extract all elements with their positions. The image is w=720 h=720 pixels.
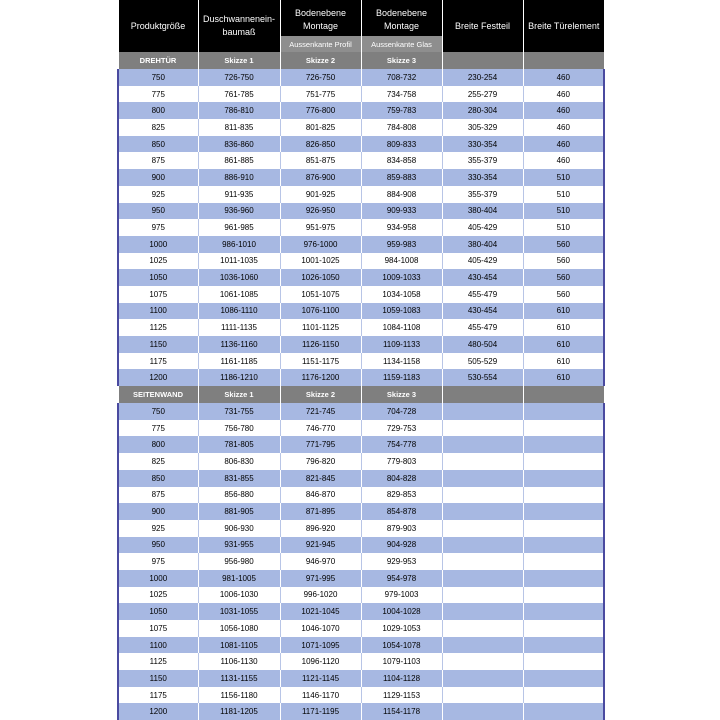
section-title: DREHTÜR [118, 52, 198, 69]
cell-produktgroesse: 800 [118, 102, 198, 119]
cell-montage-glas: 979-1003 [361, 587, 442, 604]
cell-montage-profil: 801-825 [280, 119, 361, 136]
cell-breite-tuerelement [523, 587, 604, 604]
section-empty-cell [523, 386, 604, 403]
cell-montage-glas: 1134-1158 [361, 353, 442, 370]
cell-montage-glas: 884-908 [361, 186, 442, 203]
table-row [118, 303, 604, 320]
table-body [118, 52, 604, 720]
cell-produktgroesse: 925 [118, 520, 198, 537]
table-row [118, 487, 604, 504]
cell-breite-tuerelement [523, 453, 604, 470]
cell-einbaumass: 831-855 [198, 470, 280, 487]
cell-montage-glas: 708-732 [361, 69, 442, 86]
cell-einbaumass: 856-880 [198, 487, 280, 504]
cell-einbaumass: 1161-1185 [198, 353, 280, 370]
subheader-aussenkante-glas: Aussenkante Glas [361, 36, 442, 52]
cell-breite-tuerelement: 560 [523, 286, 604, 303]
cell-breite-festteil: 405-429 [442, 219, 523, 236]
cell-breite-tuerelement: 610 [523, 353, 604, 370]
cell-montage-glas: 1029-1053 [361, 620, 442, 637]
cell-breite-tuerelement: 610 [523, 303, 604, 320]
cell-montage-profil: 776-800 [280, 102, 361, 119]
table-row [118, 319, 604, 336]
cell-einbaumass: 811-835 [198, 119, 280, 136]
cell-montage-glas: 1159-1183 [361, 369, 442, 386]
cell-montage-profil: 901-925 [280, 186, 361, 203]
cell-breite-tuerelement [523, 487, 604, 504]
cell-montage-glas: 909-933 [361, 203, 442, 220]
table-row [118, 670, 604, 687]
cell-breite-tuerelement: 460 [523, 86, 604, 103]
cell-montage-glas: 954-978 [361, 570, 442, 587]
cell-breite-tuerelement: 560 [523, 253, 604, 270]
cell-breite-festteil [442, 570, 523, 587]
cell-einbaumass: 1011-1035 [198, 253, 280, 270]
cell-breite-festteil: 305-329 [442, 119, 523, 136]
cell-montage-profil: 821-845 [280, 470, 361, 487]
cell-breite-tuerelement: 460 [523, 152, 604, 169]
table-row [118, 587, 604, 604]
cell-breite-tuerelement: 510 [523, 186, 604, 203]
table-row [118, 470, 604, 487]
cell-montage-profil: 1121-1145 [280, 670, 361, 687]
section-header-row [118, 52, 604, 69]
cell-montage-glas: 809-833 [361, 136, 442, 153]
cell-montage-glas: 984-1008 [361, 253, 442, 270]
cell-produktgroesse: 1000 [118, 236, 198, 253]
cell-produktgroesse: 875 [118, 152, 198, 169]
cell-breite-festteil: 380-404 [442, 203, 523, 220]
cell-breite-festteil: 430-454 [442, 303, 523, 320]
cell-montage-profil: 976-1000 [280, 236, 361, 253]
table-row [118, 503, 604, 520]
cell-montage-profil: 876-900 [280, 169, 361, 186]
cell-breite-tuerelement: 510 [523, 219, 604, 236]
table-row [118, 69, 604, 86]
cell-breite-festteil [442, 620, 523, 637]
cell-produktgroesse: 1150 [118, 670, 198, 687]
cell-montage-profil: 996-1020 [280, 587, 361, 604]
cell-einbaumass: 1131-1155 [198, 670, 280, 687]
table-row [118, 687, 604, 704]
cell-einbaumass: 806-830 [198, 453, 280, 470]
header-breite-festteil: Breite Festteil [442, 0, 523, 52]
cell-einbaumass: 961-985 [198, 219, 280, 236]
cell-produktgroesse: 825 [118, 453, 198, 470]
cell-breite-tuerelement [523, 653, 604, 670]
cell-einbaumass: 1081-1105 [198, 637, 280, 654]
cell-montage-profil: 746-770 [280, 420, 361, 437]
cell-einbaumass: 731-755 [198, 403, 280, 420]
cell-montage-profil: 1171-1195 [280, 703, 361, 720]
cell-einbaumass: 1006-1030 [198, 587, 280, 604]
cell-breite-festteil: 405-429 [442, 253, 523, 270]
sketch-label: Skizze 2 [280, 386, 361, 403]
cell-breite-festteil [442, 687, 523, 704]
cell-produktgroesse: 850 [118, 470, 198, 487]
cell-montage-profil: 896-920 [280, 520, 361, 537]
table-row [118, 653, 604, 670]
cell-produktgroesse: 800 [118, 436, 198, 453]
cell-einbaumass: 911-935 [198, 186, 280, 203]
cell-montage-profil: 1021-1045 [280, 603, 361, 620]
cell-montage-glas: 959-983 [361, 236, 442, 253]
cell-montage-glas: 1009-1033 [361, 269, 442, 286]
cell-produktgroesse: 1075 [118, 286, 198, 303]
cell-einbaumass: 1111-1135 [198, 319, 280, 336]
table-row [118, 219, 604, 236]
cell-montage-glas: 759-783 [361, 102, 442, 119]
cell-produktgroesse: 925 [118, 186, 198, 203]
cell-montage-profil: 1126-1150 [280, 336, 361, 353]
cell-montage-profil: 951-975 [280, 219, 361, 236]
cell-produktgroesse: 975 [118, 553, 198, 570]
cell-breite-tuerelement [523, 520, 604, 537]
sketch-label: Skizze 2 [280, 52, 361, 69]
cell-breite-tuerelement [523, 670, 604, 687]
cell-breite-festteil: 280-304 [442, 102, 523, 119]
cell-produktgroesse: 1200 [118, 369, 198, 386]
cell-einbaumass: 986-1010 [198, 236, 280, 253]
cell-montage-glas: 1059-1083 [361, 303, 442, 320]
cell-produktgroesse: 1025 [118, 253, 198, 270]
cell-montage-glas: 854-878 [361, 503, 442, 520]
cell-montage-profil: 1151-1175 [280, 353, 361, 370]
cell-produktgroesse: 900 [118, 503, 198, 520]
cell-montage-profil: 926-950 [280, 203, 361, 220]
cell-montage-glas: 784-808 [361, 119, 442, 136]
sketch-label: Skizze 1 [198, 386, 280, 403]
cell-montage-profil: 826-850 [280, 136, 361, 153]
cell-montage-glas: 1154-1178 [361, 703, 442, 720]
sketch-label: Skizze 3 [361, 52, 442, 69]
cell-montage-glas: 879-903 [361, 520, 442, 537]
cell-breite-tuerelement: 610 [523, 369, 604, 386]
cell-breite-festteil: 255-279 [442, 86, 523, 103]
cell-breite-festteil: 355-379 [442, 186, 523, 203]
section-header-row [118, 386, 604, 403]
cell-montage-profil: 1051-1075 [280, 286, 361, 303]
cell-produktgroesse: 775 [118, 420, 198, 437]
sketch-label: Skizze 3 [361, 386, 442, 403]
cell-einbaumass: 1136-1160 [198, 336, 280, 353]
cell-breite-tuerelement [523, 570, 604, 587]
table-row [118, 453, 604, 470]
section-title: SEITENWAND [118, 386, 198, 403]
cell-breite-tuerelement: 610 [523, 319, 604, 336]
header-duschwanneneinbaumass-text: Duschwannenein- baumaß [202, 14, 276, 37]
cell-montage-glas: 829-853 [361, 487, 442, 504]
cell-montage-glas: 1084-1108 [361, 319, 442, 336]
cell-montage-glas: 859-883 [361, 169, 442, 186]
cell-breite-festteil: 505-529 [442, 353, 523, 370]
table-row [118, 520, 604, 537]
table-row [118, 353, 604, 370]
cell-breite-festteil: 355-379 [442, 152, 523, 169]
table-row [118, 136, 604, 153]
cell-breite-tuerelement [523, 687, 604, 704]
section-empty-cell [442, 52, 523, 69]
cell-montage-profil: 751-775 [280, 86, 361, 103]
table-row [118, 553, 604, 570]
cell-montage-profil: 771-795 [280, 436, 361, 453]
cell-produktgroesse: 1200 [118, 703, 198, 720]
cell-breite-festteil: 530-554 [442, 369, 523, 386]
cell-einbaumass: 1186-1210 [198, 369, 280, 386]
cell-breite-tuerelement [523, 537, 604, 554]
cell-montage-profil: 1146-1170 [280, 687, 361, 704]
cell-produktgroesse: 1025 [118, 587, 198, 604]
cell-breite-festteil: 380-404 [442, 236, 523, 253]
cell-produktgroesse: 1075 [118, 620, 198, 637]
size-table-container [117, 0, 603, 720]
cell-montage-profil: 721-745 [280, 403, 361, 420]
cell-montage-glas: 779-803 [361, 453, 442, 470]
cell-breite-festteil [442, 553, 523, 570]
cell-breite-festteil [442, 703, 523, 720]
cell-breite-tuerelement: 460 [523, 119, 604, 136]
table-row [118, 269, 604, 286]
cell-montage-profil: 1101-1125 [280, 319, 361, 336]
header-produktgroesse: Produktgröße [118, 0, 198, 52]
size-table [117, 0, 605, 720]
cell-produktgroesse: 975 [118, 219, 198, 236]
cell-montage-glas: 834-858 [361, 152, 442, 169]
cell-montage-profil: 726-750 [280, 69, 361, 86]
section-empty-cell [523, 52, 604, 69]
cell-einbaumass: 1086-1110 [198, 303, 280, 320]
table-row [118, 537, 604, 554]
cell-breite-tuerelement [523, 603, 604, 620]
cell-montage-glas: 729-753 [361, 420, 442, 437]
cell-produktgroesse: 950 [118, 203, 198, 220]
cell-einbaumass: 761-785 [198, 86, 280, 103]
table-row [118, 86, 604, 103]
cell-produktgroesse: 1100 [118, 303, 198, 320]
cell-einbaumass: 1036-1060 [198, 269, 280, 286]
cell-montage-glas: 904-928 [361, 537, 442, 554]
cell-montage-profil: 846-870 [280, 487, 361, 504]
cell-breite-tuerelement [523, 503, 604, 520]
cell-montage-profil: 871-895 [280, 503, 361, 520]
cell-einbaumass: 1031-1055 [198, 603, 280, 620]
cell-breite-festteil [442, 603, 523, 620]
cell-einbaumass: 861-885 [198, 152, 280, 169]
cell-einbaumass: 786-810 [198, 102, 280, 119]
cell-produktgroesse: 1175 [118, 687, 198, 704]
cell-produktgroesse: 775 [118, 86, 198, 103]
header-breite-tuerelement: Breite Türelement [523, 0, 604, 52]
cell-breite-festteil [442, 470, 523, 487]
cell-einbaumass: 726-750 [198, 69, 280, 86]
table-row [118, 169, 604, 186]
cell-produktgroesse: 850 [118, 136, 198, 153]
cell-breite-tuerelement: 460 [523, 102, 604, 119]
cell-breite-festteil [442, 403, 523, 420]
cell-montage-profil: 796-820 [280, 453, 361, 470]
cell-montage-profil: 1076-1100 [280, 303, 361, 320]
header-bodenebene-montage-profil-text: Bodenebene Montage [294, 8, 347, 31]
cell-montage-profil: 1001-1025 [280, 253, 361, 270]
sketch-label: Skizze 1 [198, 52, 280, 69]
cell-breite-festteil: 330-354 [442, 136, 523, 153]
cell-einbaumass: 756-780 [198, 420, 280, 437]
cell-produktgroesse: 750 [118, 69, 198, 86]
table-row [118, 403, 604, 420]
cell-montage-glas: 929-953 [361, 553, 442, 570]
cell-einbaumass: 1061-1085 [198, 286, 280, 303]
cell-produktgroesse: 1050 [118, 269, 198, 286]
section-empty-cell [442, 386, 523, 403]
cell-breite-tuerelement [523, 436, 604, 453]
table-row [118, 286, 604, 303]
cell-montage-glas: 1129-1153 [361, 687, 442, 704]
cell-breite-tuerelement: 460 [523, 69, 604, 86]
cell-breite-tuerelement: 510 [523, 203, 604, 220]
subheader-aussenkante-profil: Aussenkante Profil [280, 36, 361, 52]
cell-montage-glas: 1054-1078 [361, 637, 442, 654]
cell-einbaumass: 881-905 [198, 503, 280, 520]
cell-produktgroesse: 1050 [118, 603, 198, 620]
cell-breite-festteil [442, 670, 523, 687]
table-row [118, 152, 604, 169]
cell-produktgroesse: 1100 [118, 637, 198, 654]
cell-einbaumass: 931-955 [198, 537, 280, 554]
cell-breite-festteil: 480-504 [442, 336, 523, 353]
cell-produktgroesse: 1000 [118, 570, 198, 587]
cell-einbaumass: 781-805 [198, 436, 280, 453]
cell-produktgroesse: 1150 [118, 336, 198, 353]
header-bodenebene-montage-glas [361, 0, 442, 36]
cell-montage-profil: 1071-1095 [280, 637, 361, 654]
cell-einbaumass: 906-930 [198, 520, 280, 537]
cell-breite-festteil: 430-454 [442, 269, 523, 286]
cell-montage-profil: 921-945 [280, 537, 361, 554]
cell-breite-tuerelement: 610 [523, 336, 604, 353]
cell-einbaumass: 1156-1180 [198, 687, 280, 704]
table-row [118, 703, 604, 720]
cell-montage-profil: 1096-1120 [280, 653, 361, 670]
cell-breite-festteil [442, 587, 523, 604]
cell-breite-festteil: 455-479 [442, 286, 523, 303]
cell-montage-profil: 946-970 [280, 553, 361, 570]
cell-montage-glas: 804-828 [361, 470, 442, 487]
table-row [118, 637, 604, 654]
cell-montage-glas: 934-958 [361, 219, 442, 236]
cell-einbaumass: 1181-1205 [198, 703, 280, 720]
table-row [118, 102, 604, 119]
cell-breite-festteil [442, 453, 523, 470]
cell-breite-festteil [442, 520, 523, 537]
cell-einbaumass: 836-860 [198, 136, 280, 153]
cell-montage-glas: 704-728 [361, 403, 442, 420]
table-row [118, 420, 604, 437]
cell-breite-tuerelement [523, 637, 604, 654]
cell-breite-festteil: 455-479 [442, 319, 523, 336]
cell-einbaumass: 936-960 [198, 203, 280, 220]
cell-montage-profil: 1046-1070 [280, 620, 361, 637]
cell-breite-festteil [442, 436, 523, 453]
cell-breite-festteil [442, 653, 523, 670]
header-bodenebene-montage-glas-text: Bodenebene Montage [375, 8, 428, 31]
cell-breite-festteil [442, 487, 523, 504]
cell-produktgroesse: 875 [118, 487, 198, 504]
cell-breite-tuerelement: 510 [523, 169, 604, 186]
table-row [118, 186, 604, 203]
cell-breite-tuerelement: 560 [523, 236, 604, 253]
cell-breite-tuerelement: 560 [523, 269, 604, 286]
cell-breite-tuerelement [523, 420, 604, 437]
cell-breite-tuerelement [523, 403, 604, 420]
cell-produktgroesse: 1125 [118, 653, 198, 670]
cell-breite-festteil [442, 537, 523, 554]
table-row [118, 336, 604, 353]
table-row [118, 203, 604, 220]
cell-montage-profil: 1026-1050 [280, 269, 361, 286]
cell-produktgroesse: 750 [118, 403, 198, 420]
table-row [118, 236, 604, 253]
table-row [118, 119, 604, 136]
cell-produktgroesse: 950 [118, 537, 198, 554]
cell-breite-festteil [442, 637, 523, 654]
table-header [118, 0, 604, 52]
cell-einbaumass: 981-1005 [198, 570, 280, 587]
cell-breite-festteil [442, 420, 523, 437]
cell-montage-glas: 1004-1028 [361, 603, 442, 620]
table-row [118, 369, 604, 386]
cell-montage-glas: 734-758 [361, 86, 442, 103]
cell-breite-festteil [442, 503, 523, 520]
cell-breite-festteil: 230-254 [442, 69, 523, 86]
cell-produktgroesse: 825 [118, 119, 198, 136]
cell-einbaumass: 956-980 [198, 553, 280, 570]
cell-montage-glas: 1034-1058 [361, 286, 442, 303]
cell-produktgroesse: 900 [118, 169, 198, 186]
cell-montage-glas: 754-778 [361, 436, 442, 453]
table-row [118, 620, 604, 637]
cell-breite-festteil: 330-354 [442, 169, 523, 186]
cell-montage-profil: 1176-1200 [280, 369, 361, 386]
cell-breite-tuerelement [523, 620, 604, 637]
cell-montage-glas: 1104-1128 [361, 670, 442, 687]
cell-breite-tuerelement [523, 703, 604, 720]
cell-breite-tuerelement: 460 [523, 136, 604, 153]
table-row [118, 436, 604, 453]
cell-einbaumass: 1106-1130 [198, 653, 280, 670]
cell-montage-profil: 971-995 [280, 570, 361, 587]
cell-einbaumass: 1056-1080 [198, 620, 280, 637]
cell-produktgroesse: 1175 [118, 353, 198, 370]
cell-breite-tuerelement [523, 470, 604, 487]
cell-einbaumass: 886-910 [198, 169, 280, 186]
cell-produktgroesse: 1125 [118, 319, 198, 336]
cell-montage-glas: 1079-1103 [361, 653, 442, 670]
cell-montage-glas: 1109-1133 [361, 336, 442, 353]
table-row [118, 253, 604, 270]
cell-montage-profil: 851-875 [280, 152, 361, 169]
cell-breite-tuerelement [523, 553, 604, 570]
header-duschwanneneinbaumass [198, 0, 280, 52]
table-row [118, 570, 604, 587]
header-bodenebene-montage-profil [280, 0, 361, 36]
table-row [118, 603, 604, 620]
